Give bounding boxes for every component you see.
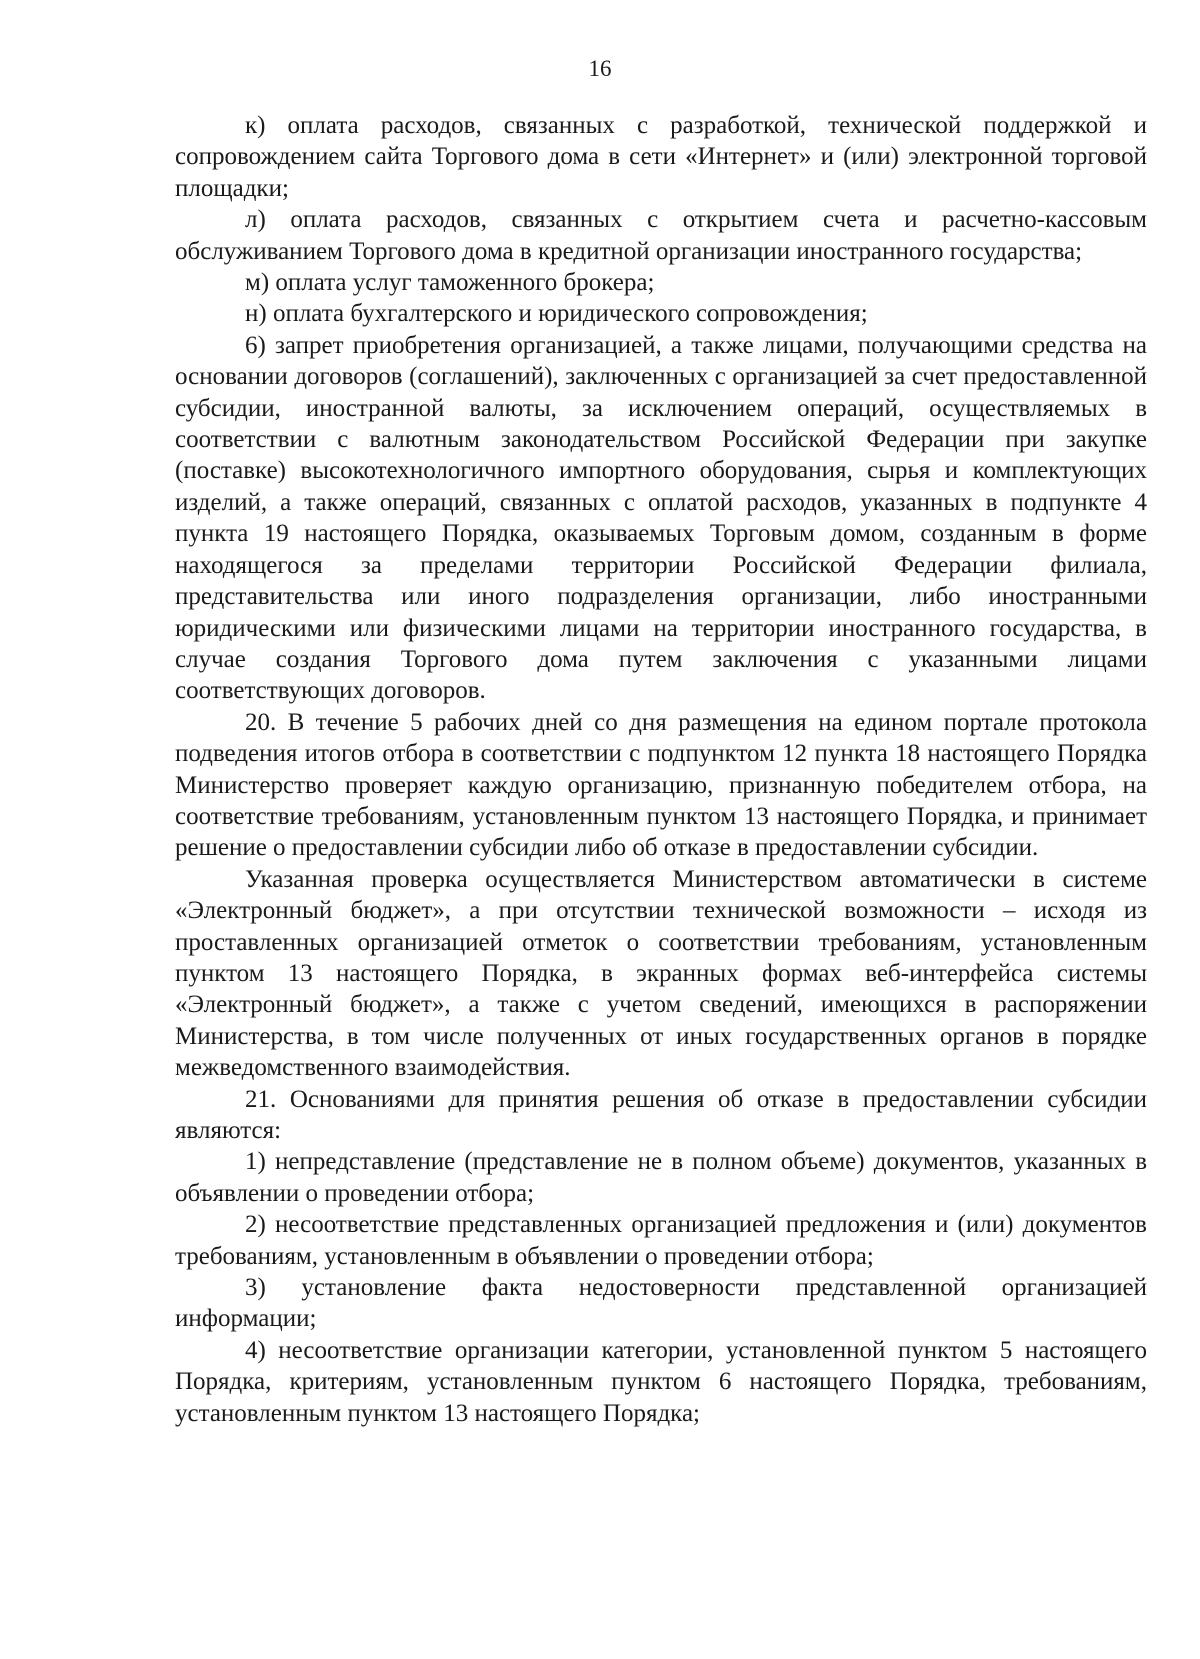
paragraph-ground-3: 3) установление факта недостоверности представленной организацией информации; xyxy=(175,1274,1147,1333)
paragraph-ground-1: 1) непредставление (представление не в полном объеме) документов, указанных в объявлении о проведении отбора; xyxy=(175,1148,1147,1207)
paragraph-item-l: л) оплата расходов, связанных с открытием счета и расчетно-кассовым обслуживанием Торгового дома в кредитной организации иностранного государства; xyxy=(175,206,1147,265)
paragraph-ground-4: 4) несоответствие организации категории, установленной пунктом 5 настоящего Порядка, критериям, установленным пунктом 6 настоящего Порядка, требованиям, установленным пунктом 13 настоящего Порядка; xyxy=(175,1336,1147,1427)
paragraph-verification: Указанная проверка осуществляется Министерством автоматически в системе «Электронный бюджет», а при отсутствии технической возможности – исходя из проставленных организацией отметок о соответствии требованиям, установленным пунктом 13 настоящего Порядка, в экранных формах веб-интерфейса системы «Электронный бюджет», а также с учетом сведений, имеющихся в распоряжении Министерства, в том числе полученных от иных государственных органов в порядке межведомственного взаимодействия. xyxy=(175,865,1147,1082)
paragraph-item-n: н) оплата бухгалтерского и юридического сопровождения; xyxy=(245,300,868,328)
page-number: 16 xyxy=(588,56,612,81)
paragraph-clause-21: 21. Основаниями для принятия решения об отказе в предоставлении субсидии являются: xyxy=(175,1085,1147,1144)
paragraph-item-m: м) оплата услуг таможенного брокера; xyxy=(245,269,655,297)
paragraph-item-6: 6) запрет приобретения организацией, а также лицами, получающими средства на основании договоров (соглашений), заключенных с организацией за счет предоставленной субсидии, иностранной валюты, за исключением операций, осуществляемых в соответствии с валютным законодательством Российской Федерации при закупке (поставке) высокотехнологичного импортного оборудования, сырья и комплектующих изделий, а также операций, связанных с оплатой расходов, указанных в подпункте 4 пункта 19 настоящего Порядка, оказываемых Торговым домом, созданным в форме находящегося за пределами территории Российской Федерации филиала, представительства или иного подразделения организации, либо иностранными юридическими или физическими лицами на территории иностранного государства, в случае создания Торгового дома путем заключения с указанными лицами соответствующих договоров. xyxy=(175,331,1147,705)
paragraph-item-k: к) оплата расходов, связанных с разработкой, технической поддержкой и сопровождением сайта Торгового дома в сети «Интернет» и (или) электронной торговой площадки; xyxy=(175,112,1147,202)
paragraph-clause-20: 20. В течение 5 рабочих дней со дня размещения на едином портале протокола подведения итогов отбора в соответствии с подпунктом 12 пункта 18 настоящего Порядка Министерство проверяет каждую организацию, признанную победителем отбора, на соответствие требованиям, установленным пунктом 13 настоящего Порядка, и принимает решение о предоставлении субсидии либо об отказе в предоставлении субсидии. xyxy=(175,708,1147,862)
document-body xyxy=(175,110,1147,1429)
paragraph-ground-2: 2) несоответствие представленных организацией предложения и (или) документов требованиям, установленным в объявлении о проведении отбора; xyxy=(175,1211,1147,1270)
